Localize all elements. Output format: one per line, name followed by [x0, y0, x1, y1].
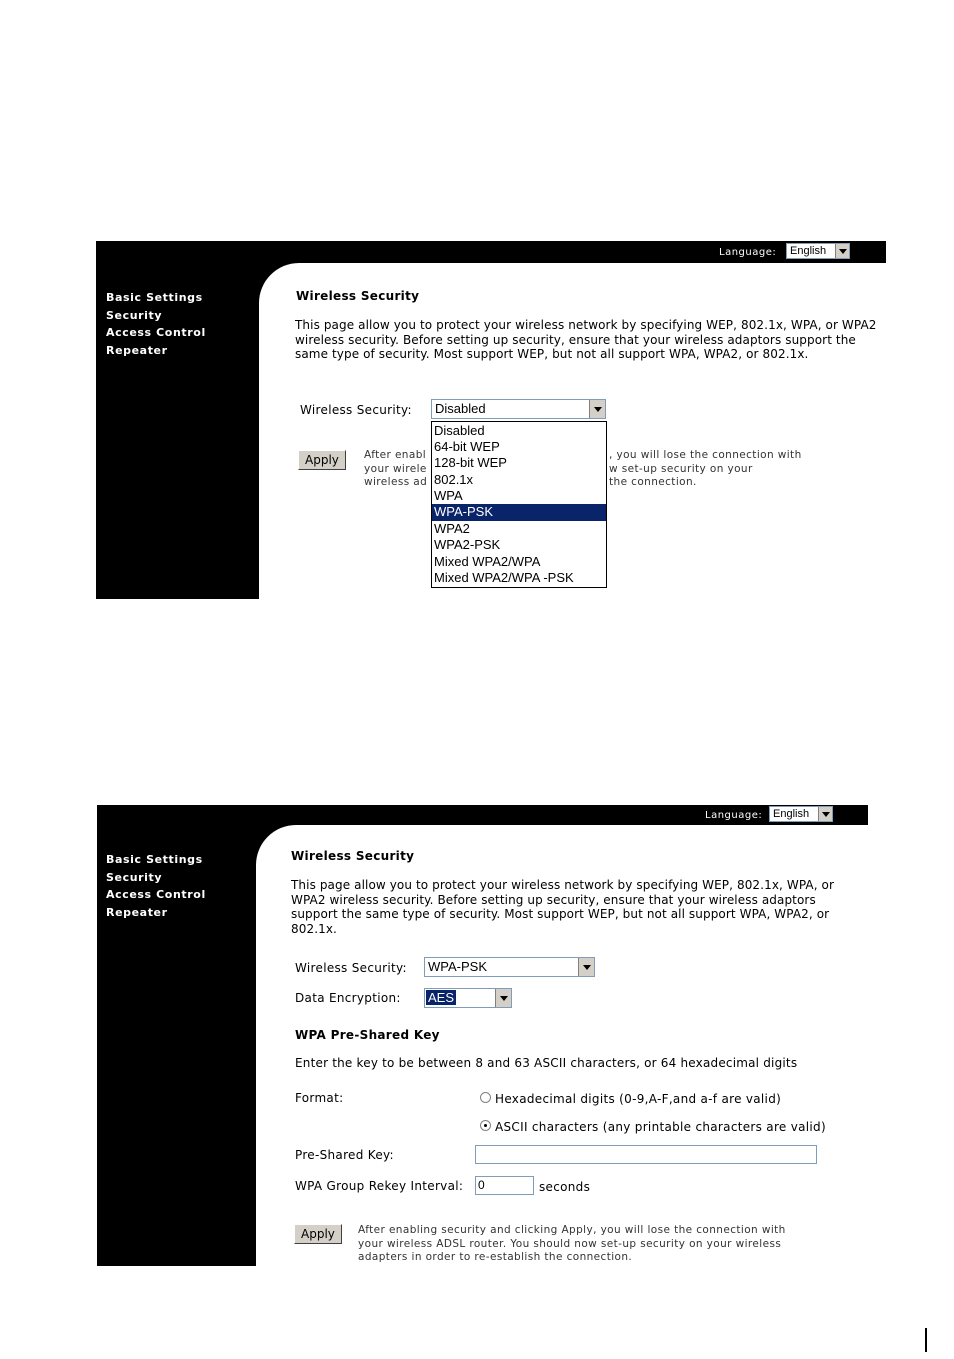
- option-wpa-psk[interactable]: WPA-PSK: [432, 504, 606, 520]
- chevron-down-icon[interactable]: [818, 807, 832, 821]
- note-line: , you will lose the connection with: [609, 449, 802, 461]
- page-description: This page allow you to protect your wireless network by specifying WEP, 802.1x, WPA, or WPA2 wireless security. Before setting up security, ensure that your wireless adaptors support the same type of security. Most support WEP, but not all support WPA, WPA2, or 802.1x.: [295, 318, 877, 361]
- data-encryption-select[interactable]: [424, 988, 512, 1008]
- chevron-down-icon[interactable]: [589, 400, 605, 418]
- format-hex-label[interactable]: Hexadecimal digits (0-9,A-F,and a-f are valid): [495, 1092, 782, 1106]
- page-description: This page allow you to protect your wireless network by specifying WEP, 802.1x, WPA, or WPA2 wireless security. Before setting up security, ensure that your wireless adaptors support the same type of security. Most support WEP, but not all support WPA, WPA2, or 802.1x.: [291, 878, 834, 936]
- chevron-down-icon[interactable]: [578, 958, 594, 976]
- top-bar: [96, 241, 886, 263]
- option-64bit-wep[interactable]: 64-bit WEP: [434, 438, 500, 454]
- note-line: w set-up security on your: [609, 462, 753, 475]
- apply-note-left: [364, 449, 427, 490]
- apply-button[interactable]: Apply: [294, 1224, 342, 1244]
- sidebar-item-repeater[interactable]: Repeater: [106, 905, 168, 919]
- wireless-security-options[interactable]: [431, 421, 607, 588]
- format-ascii-label[interactable]: ASCII characters (any printable characters are valid): [495, 1120, 826, 1134]
- language-select[interactable]: [769, 806, 833, 822]
- sidebar-nav: [106, 289, 206, 359]
- option-wpa2[interactable]: WPA2: [434, 520, 470, 536]
- page-title: Wireless Security: [291, 849, 415, 863]
- language-label: Language:: [719, 247, 777, 258]
- wireless-security-value: Disabled: [435, 401, 486, 416]
- sidebar-item-repeater[interactable]: Repeater: [106, 343, 168, 357]
- page-edge-marker: [925, 1328, 927, 1352]
- sidebar-nav: [106, 851, 206, 921]
- language-value: English: [773, 808, 810, 820]
- sidebar-item-access-control[interactable]: Access Control: [106, 326, 206, 339]
- rekey-interval-unit: seconds: [539, 1180, 591, 1194]
- sidebar-item-security[interactable]: Security: [106, 308, 163, 322]
- sidebar-item-access-control[interactable]: Access Control: [106, 888, 206, 901]
- language-value: English: [790, 245, 827, 257]
- psk-hint: Enter the key to be between 8 and 63 ASCII characters, or 64 hexadecimal digits: [295, 1056, 798, 1070]
- sidebar-item-basic-settings[interactable]: Basic Settings: [106, 291, 203, 304]
- top-bar: [97, 805, 868, 825]
- wireless-security-label: Wireless Security:: [300, 403, 412, 417]
- note-line: your wirele: [364, 462, 427, 475]
- note-line: wireless ad: [364, 476, 428, 488]
- option-mixed-wpa2-wpa-psk[interactable]: Mixed WPA2/WPA -PSK: [434, 570, 574, 586]
- option-wpa[interactable]: WPA: [434, 488, 463, 504]
- note-line: the connection.: [609, 476, 697, 488]
- wireless-security-label: Wireless Security:: [295, 961, 407, 975]
- psk-section-title: WPA Pre-Shared Key: [295, 1028, 440, 1042]
- option-disabled[interactable]: Disabled: [434, 422, 485, 438]
- format-ascii-radio[interactable]: [480, 1120, 491, 1131]
- apply-button[interactable]: Apply: [298, 450, 346, 470]
- wireless-security-value: WPA-PSK: [428, 959, 487, 974]
- option-128bit-wep[interactable]: 128-bit WEP: [434, 455, 507, 471]
- sidebar-item-basic-settings[interactable]: Basic Settings: [106, 853, 203, 866]
- language-label: Language:: [705, 810, 763, 821]
- language-select[interactable]: [786, 243, 850, 259]
- note-line: After enabl: [364, 449, 427, 461]
- apply-note-right: [609, 449, 802, 490]
- option-mixed-wpa2-wpa[interactable]: Mixed WPA2/WPA: [434, 553, 541, 569]
- option-wpa2-psk[interactable]: WPA2-PSK: [434, 537, 501, 553]
- wireless-security-select[interactable]: [424, 957, 595, 977]
- page-title: Wireless Security: [296, 289, 420, 303]
- data-encryption-value: AES: [428, 990, 455, 1005]
- rekey-interval-label: WPA Group Rekey Interval:: [295, 1179, 464, 1193]
- content-area: [256, 825, 868, 1266]
- sidebar-item-security[interactable]: Security: [106, 870, 163, 884]
- wireless-security-select[interactable]: [431, 399, 606, 419]
- chevron-down-icon[interactable]: [495, 989, 511, 1007]
- rekey-interval-input[interactable]: 0: [475, 1176, 534, 1195]
- psk-input[interactable]: [475, 1145, 817, 1164]
- format-hex-radio[interactable]: [480, 1092, 491, 1103]
- format-label: Format:: [295, 1091, 344, 1105]
- data-encryption-label: Data Encryption:: [295, 991, 401, 1005]
- option-8021x[interactable]: 802.1x: [434, 471, 474, 487]
- psk-label: Pre-Shared Key:: [295, 1148, 394, 1162]
- apply-note: After enabling security and clicking Apply, you will lose the connection with your wireless ADSL router. You should now set-up security on your wireless adapters in order to re-establish the connection.: [358, 1224, 786, 1263]
- chevron-down-icon[interactable]: [835, 244, 849, 258]
- screenshot-panel-2: [97, 805, 868, 1266]
